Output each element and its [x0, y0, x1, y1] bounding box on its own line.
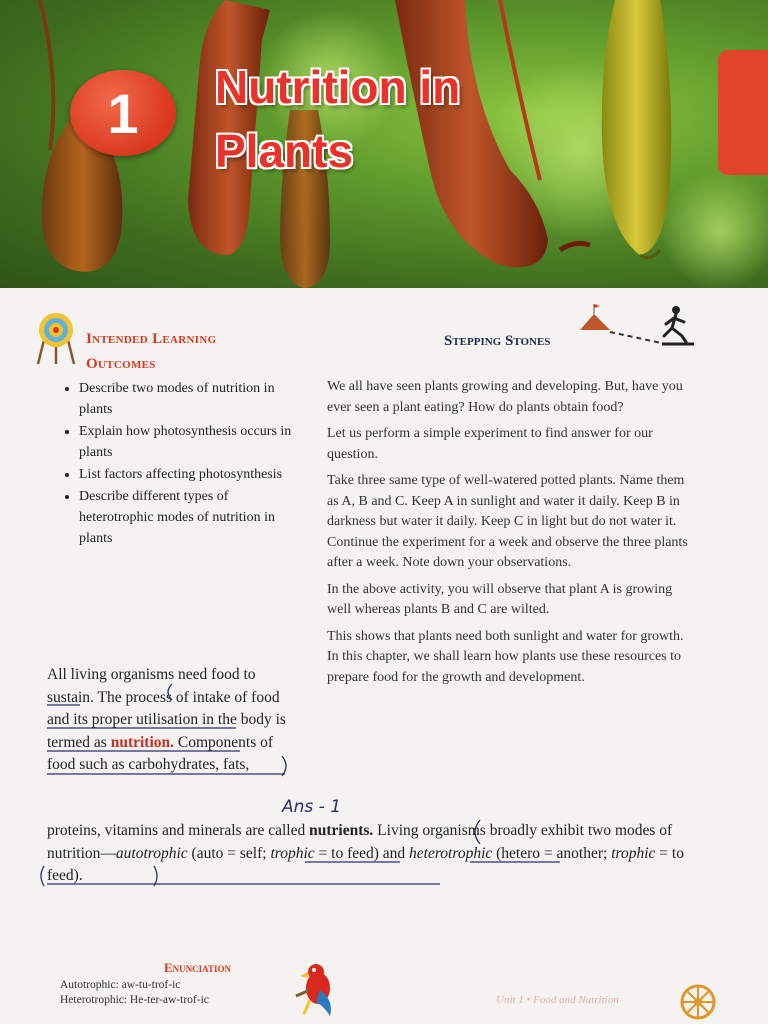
term-nutrition: nutrition.: [110, 733, 175, 751]
stepping-stones-heading: Stepping Stones: [444, 333, 551, 349]
ilo-item: • List factors affecting photosynthesis: [79, 464, 299, 485]
ilo-item: • Describe different types of heterotrophic modes of nutrition in plants: [79, 486, 299, 549]
enunciation-item: Autotrophic: aw-tu-trof-ic: [60, 979, 181, 991]
ilo-heading: [86, 327, 266, 377]
parrot-icon: [290, 960, 340, 1020]
intro-text: Living organisms broadly exhibit two modes of nutrition—: [47, 822, 673, 862]
term-autotrophic: autotrophic: [115, 844, 188, 862]
intro-text: All living organisms need food to sustain. The process of intake of food and its proper utilisation in the body is termed as: [47, 666, 286, 751]
ilo-list: [60, 378, 299, 550]
chapter-title-line2: Plants: [215, 125, 354, 177]
ss-paragraph: In the above activity, you will observe that plant A is growing well whereas plants B and C are wilted.: [327, 581, 673, 617]
stepping-stones-body: [327, 377, 695, 694]
intro-paragraph-part1: [47, 664, 287, 777]
intro-text: proteins, vitamins and minerals are called: [47, 822, 310, 839]
chapter-number: 1: [107, 81, 139, 145]
footer-unit-text: Unit 1 • Food and Nutrition: [496, 994, 619, 1006]
chapter-title-line1: Nutrition in: [215, 61, 461, 113]
term-trophic: trophic: [270, 844, 315, 862]
ilo-heading-line2: Outcomes: [86, 356, 156, 372]
ilo-heading-line1: Intended Learning: [86, 331, 217, 347]
wheel-logo-icon: [680, 984, 716, 1020]
side-tab: [718, 50, 768, 175]
intro-text: = to feed).: [47, 844, 684, 884]
chapter-banner: [0, 0, 768, 288]
intro-text: = to feed) and: [314, 844, 410, 862]
term-trophic: trophic: [611, 844, 656, 862]
ss-paragraph: Let us perform a simple experiment to find answer for our question.: [327, 426, 653, 462]
ss-paragraph: Take three same type of well-watered potted plants. Name them as A, B and C. Keep A in sunlight and water it daily. Keep B in darkness but water it daily. Keep C in light but do not water it. Continue the experiment for a week and observe the three plants after a week. Note down your observations.: [327, 473, 688, 570]
enunciation-heading: Enunciation: [164, 960, 232, 975]
target-icon: [36, 310, 76, 366]
ss-paragraph: We all have seen plants growing and developing. But, have you ever seen a plant eating? How do plants obtain food?: [327, 379, 683, 415]
intro-paragraph-part2: [47, 820, 707, 888]
term-heterotrophic: heterotrophic: [409, 844, 493, 862]
handwritten-note: Ans - 1: [282, 797, 342, 817]
enunciation-list: [60, 978, 209, 1008]
chapter-title: [215, 55, 515, 183]
stepping-stones-icon: [578, 300, 698, 352]
chapter-number-badge: [70, 70, 176, 156]
enunciation-item: Heterotrophic: He-ter-aw-trof-ic: [60, 994, 209, 1006]
term-nutrients: nutrients.: [309, 822, 374, 839]
ilo-item: • Describe two modes of nutrition in plants: [79, 378, 299, 420]
ss-paragraph: This shows that plants need both sunlight and water for growth. In this chapter, we shall learn how plants use these resources to prepare food for the growth and development.: [327, 628, 684, 685]
intro-text: (auto = self;: [187, 844, 271, 862]
ilo-item: • Explain how photosynthesis occurs in plants: [79, 421, 299, 463]
intro-text: Components of food such as carbohydrates, fats,: [47, 733, 274, 773]
intro-text: (hetero = another;: [492, 844, 612, 862]
